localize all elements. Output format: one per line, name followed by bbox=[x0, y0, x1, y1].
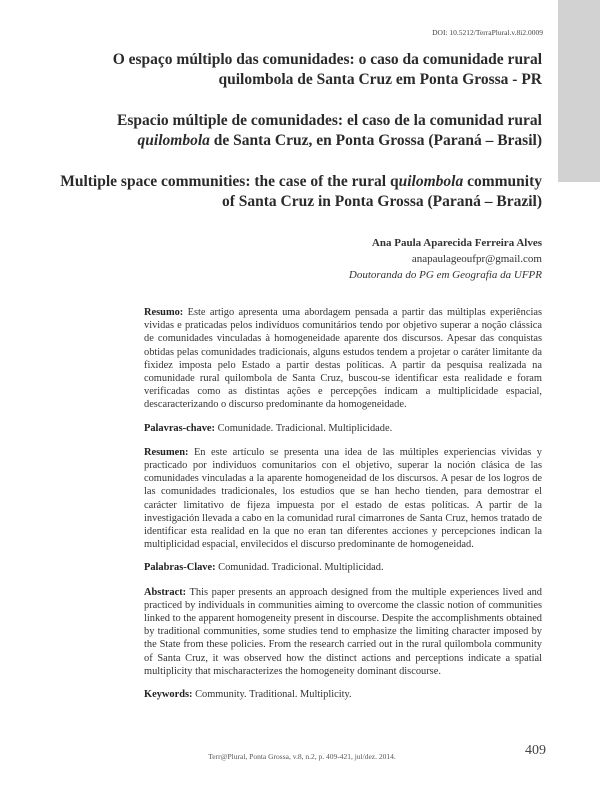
resumo-paragraph bbox=[144, 306, 542, 412]
abstracts-section bbox=[144, 306, 542, 712]
author-affiliation: Doutoranda do PG em Geografia da UFPR bbox=[348, 269, 542, 281]
abstract-text: This paper presents an approach designed from the multiple experiences lived and practiced by individuals in communities aiming to overcome the classic notion of communities linked to the apparent homogeneity present in discourse. Despite the accomplishments obtained by traditional communities, some studies tend to emphasize the limiting character imposed by the State from these policies. From the research carried out in the rural quilombola community of Santa Cruz, it was observed how the distinct actions and perceptions indicate a spatial multiplicity that mischaracterizes the homogeneity dominant discourse. bbox=[144, 586, 542, 677]
title-spanish-part1: Espacio múltiple de comunidades: el caso de la comunidad rural bbox=[117, 112, 542, 129]
title-spanish-part2: de Santa Cruz, en Ponta Grossa (Paraná – Brasil) bbox=[209, 132, 542, 149]
palavras-chave-text: Comunidade. Tradicional. Multiplicidade. bbox=[214, 422, 393, 434]
footer-citation-text: Terr@Plural, Ponta Grossa, v.8, n.2, p. 409-421, jul/dez. 2014. bbox=[208, 752, 396, 761]
resumen-text: En este artículo se presenta una idea de las múltiples experiencias vividas y practicado por individuos comunitarios con el objetivo, superar la noción clásica de las comunidades vinculadas a la aparente homogeneidad de los discursos. A pesar de los logros de las comunidades tradicionales, los estudios que se han hecho tienden, para demostrar el carácter limitativo de fijeza impuesta por el estado de estas políticas. A partir de la investigación llevada a cabo en la comunidad rural cimarrones de Santa Cruz, hemos tratado de identificar esta realidad en la que no eran tan diferentes acciones y percepciones indican la multiplicidad espacial, envilecidos el discurso predominante de homogeneidad. bbox=[144, 446, 542, 551]
title-english-part1: Multiple space communities: the case of the rural q bbox=[60, 173, 399, 190]
resumen-paragraph bbox=[144, 446, 542, 552]
abstract-label: Abstract: bbox=[144, 586, 187, 598]
title-block bbox=[60, 50, 542, 233]
title-english-italic: uilombola bbox=[398, 173, 464, 190]
keywords-paragraph bbox=[144, 688, 542, 701]
title-spanish bbox=[60, 111, 542, 151]
author-name: Ana Paula Aparecida Ferreira Alves bbox=[371, 237, 542, 249]
title-portuguese: O espaço múltiplo das comunidades: o caso da comunidade rural quilombola de Santa Cruz em Ponta Grossa - PR bbox=[112, 51, 542, 88]
palavras-chave-label: Palavras-chave: bbox=[144, 422, 215, 434]
keywords-label: Keywords: bbox=[144, 689, 193, 701]
palabras-clave-paragraph bbox=[144, 561, 542, 574]
page-number: 409 bbox=[525, 743, 546, 758]
keywords-text: Community. Traditional. Multiplicity. bbox=[192, 689, 352, 701]
page-edge-tab bbox=[558, 0, 600, 800]
author-email[interactable]: anapaulageoufpr@gmail.com bbox=[411, 253, 542, 265]
page-edge-tab-grey bbox=[558, 0, 600, 182]
title-spanish-italic: quilombola bbox=[137, 132, 210, 149]
doi-line: DOI: 10.5212/TerraPlural.v.8i2.0009 bbox=[432, 28, 543, 37]
resumo-label: Resumo: bbox=[144, 307, 184, 318]
title-english bbox=[60, 172, 542, 212]
palabras-clave-text: Comunidad. Tradicional. Multiplicidad. bbox=[215, 562, 384, 574]
palavras-chave-paragraph bbox=[144, 422, 542, 435]
footer-citation bbox=[0, 752, 600, 761]
abstract-paragraph bbox=[144, 586, 542, 678]
palabras-clave-label: Palabras-Clave: bbox=[144, 562, 216, 574]
resumo-text: Este artigo apresenta uma abordagem pensada a partir das múltiplas experiências vividas e praticadas pelos indivíduos comunitários tendo por objetivo superar a noção clássica de comunidades vinculadas à homogeneidade aparente dos discursos. Apesar das conquistas obtidas pelas comunidades tradicionais, alguns estudos tendem a projetar o caráter limitante da fixidez imposta pelo Estado a partir destas políticas. A partir da pesquisa realizada na comunidade rural quilombola de Santa Cruz, buscou-se identificar esta realidade e foram verificadas como as distintas ações e percepções indicam a multiplicidade espacial, descaracterizando o discurso predominante da homogeneidade. bbox=[144, 307, 542, 411]
author-block bbox=[349, 235, 542, 283]
resumen-label: Resumen: bbox=[144, 446, 189, 458]
title-english-part2: community of Santa Cruz in Ponta Grossa (Paraná – Brazil) bbox=[221, 173, 542, 210]
